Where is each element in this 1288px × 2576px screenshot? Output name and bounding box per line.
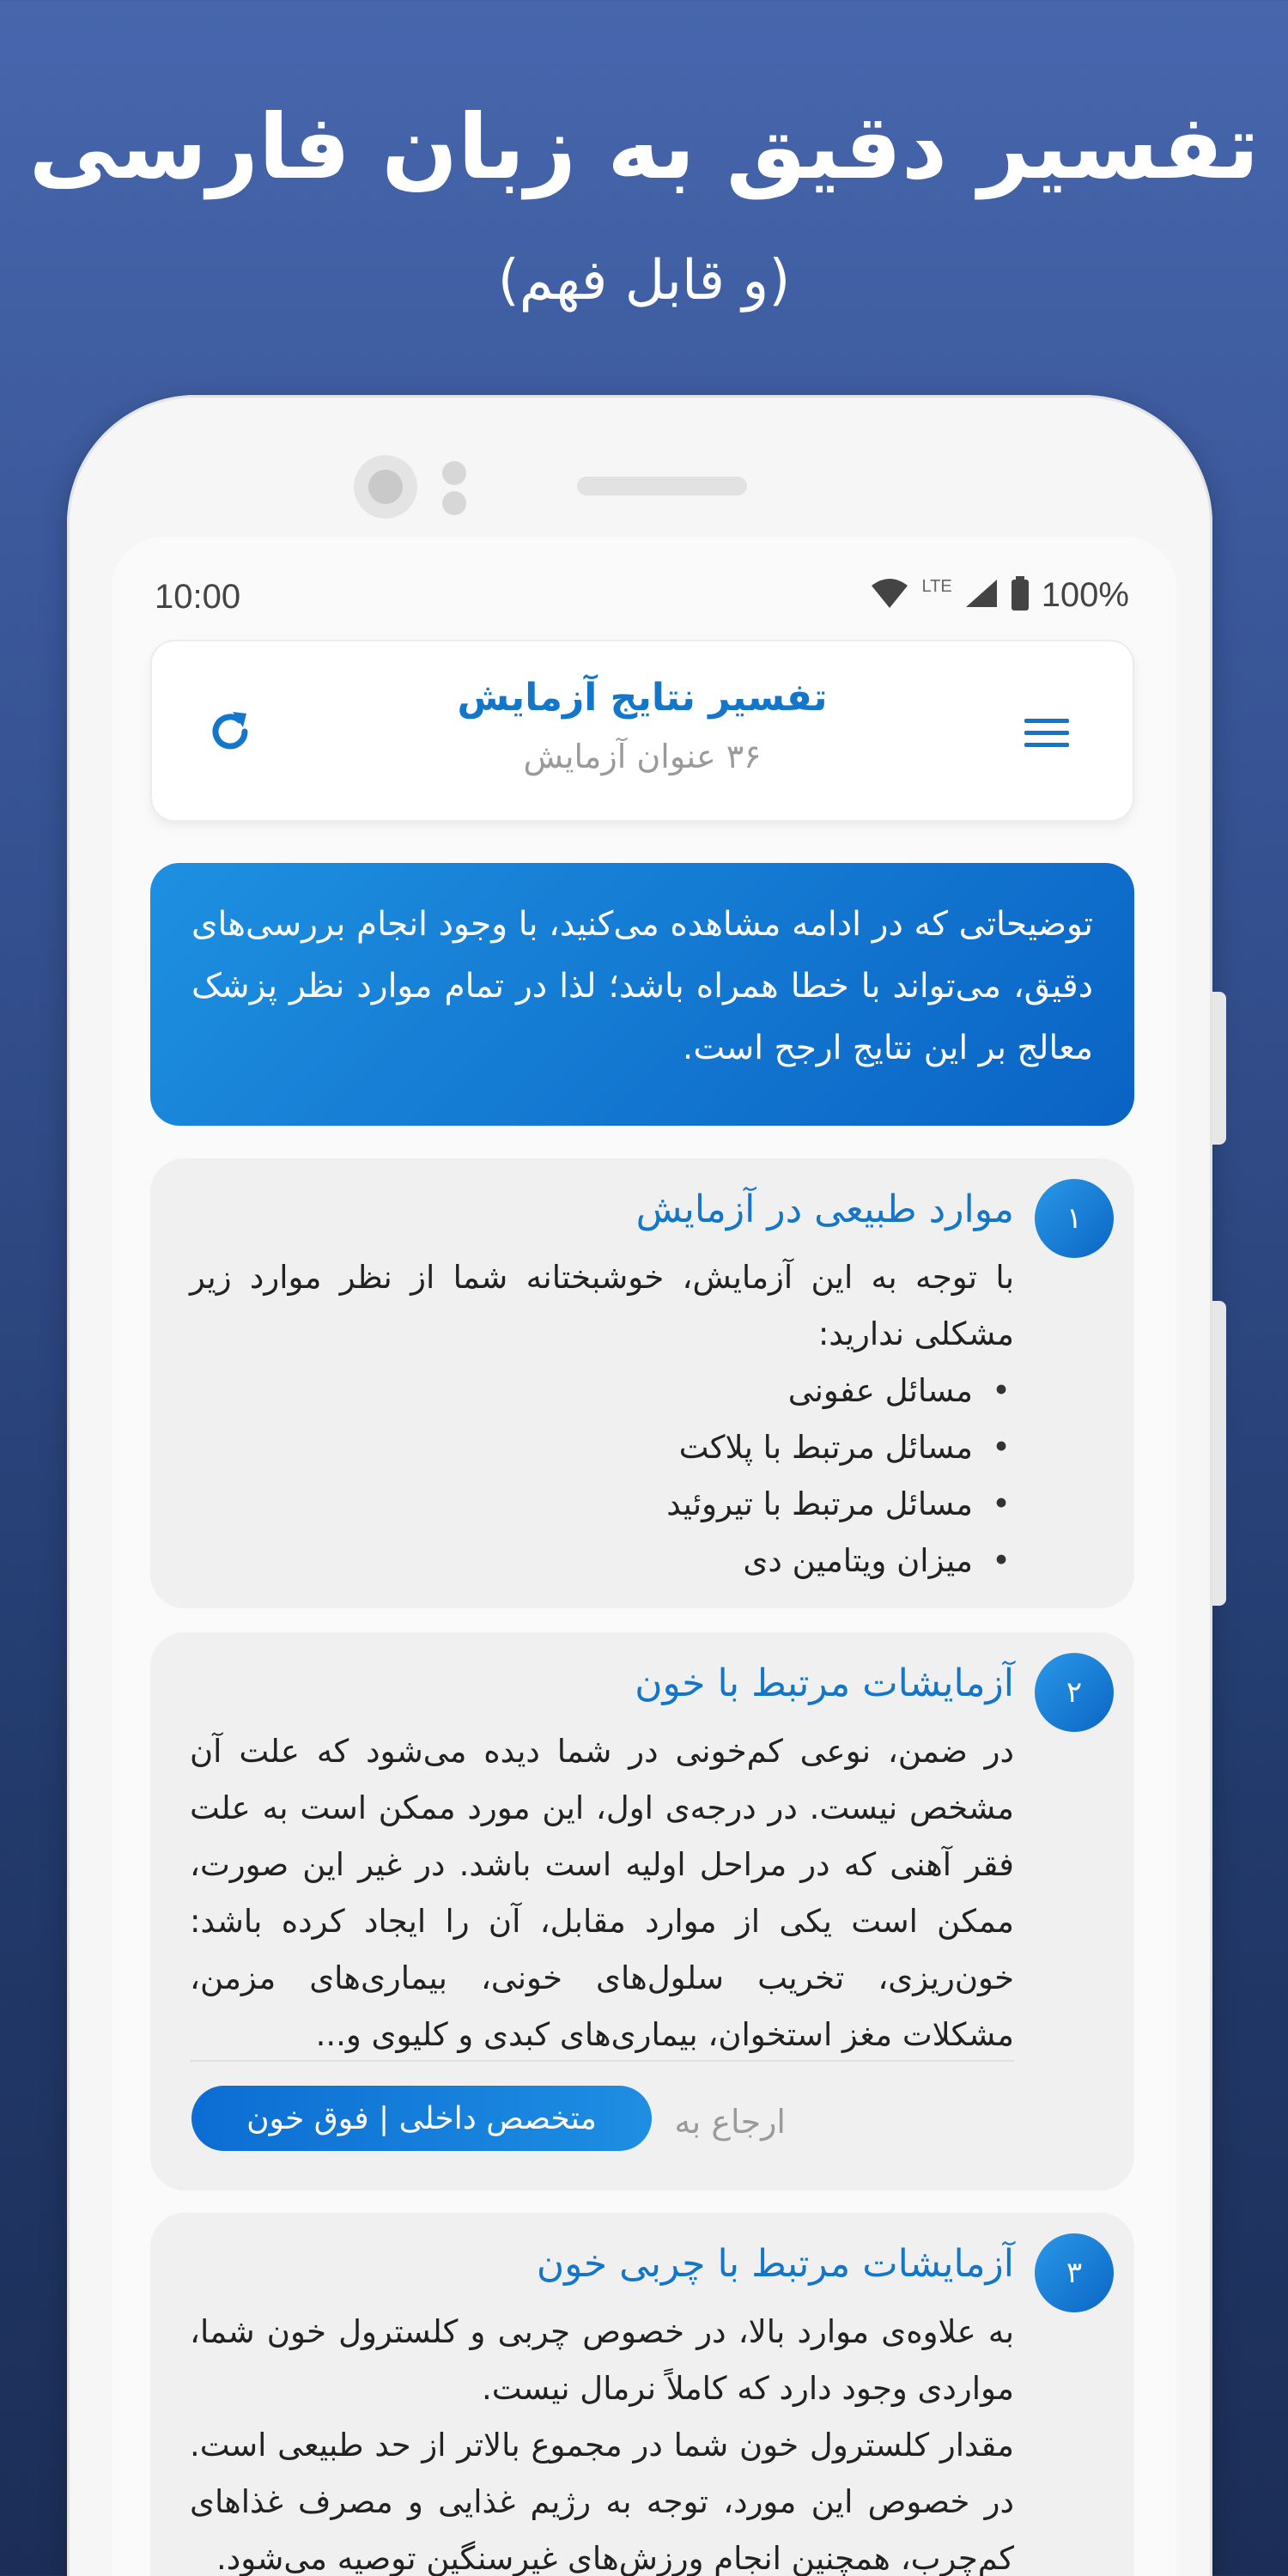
referral-label: ارجاع به [674,2103,786,2141]
network-type-label: LTE [921,577,952,596]
phone-side-button [1212,1301,1226,1606]
hamburger-menu-icon[interactable] [1021,707,1072,758]
status-icons [870,576,1129,615]
app-subtitle: ۳۶ عنوان آزمایش [523,738,762,775]
status-bar [112,561,1176,629]
refresh-icon[interactable] [204,705,257,758]
card-body [190,2304,1014,2576]
result-card[interactable] [150,1632,1134,2190]
hero-title: تفسیر دقیق به زبان فارسی [28,94,1260,199]
referral-specialist-chip[interactable]: متخصص داخلی | فوق خون [191,2086,652,2151]
phone-side-button [1212,992,1226,1145]
card-number-badge: ۲ [1035,1653,1114,1732]
card-intro: با توجه به این آزمایش، خوشبختانه شما از نظر موارد زیر مشکلی ندارید: [190,1259,1014,1352]
card-paragraph: مقدار کلسترول خون شما در مجموع بالاتر از حد طبیعی است. در خصوص این مورد، توجه به رژیم غذایی و مصرف غذاهای کم‌چرب، همچنین انجام ورزش‌های غیرسنگین توصیه می‌شود. [190,2427,1014,2576]
normal-items-list [190,1363,1014,1589]
hero-subtitle: (و قابل فهم) [497,249,791,313]
status-time: 10:00 [155,578,241,616]
card-title: موارد طبیعی در آزمایش [635,1188,1014,1231]
signal-icon [964,578,999,613]
list-item: • مسائل عفونی [190,1363,1014,1419]
result-card[interactable] [150,1158,1134,1608]
phone-screen [112,537,1176,2576]
list-item: • مسائل مرتبط با پلاکت [190,1419,1014,1476]
battery-percentage: 100% [1041,576,1129,614]
card-body [190,1249,1014,1589]
phone-sensor [442,491,466,515]
app-title: تفسیر نتایج آزمایش [457,676,828,720]
card-title: آزمایشات مرتبط با چربی خون [536,2242,1014,2286]
wifi-icon [870,577,909,614]
battery-icon [1011,576,1030,615]
card-body: در ضمن، نوعی کم‌خونی در شما دیده می‌شود که علت آن مشخص نیست. در درجه‌ی اول، این مورد ممکن است به علت فقر آهنی که در مراحل اولیه است باشد. در غیر این صورت، ممکن است یکی از موارد مقابل، آن را ایجاد کرده باشد: خون‌ریزی، تخریب سلول‌های خونی، بیماری‌های مزمن، مشکلات مغز استخوان، بیماری‌های کبدی و کلیوی و... [190,1733,1014,2053]
disclaimer-notice: توضیحاتی که در ادامه مشاهده می‌کنید، با وجود انجام بررسی‌های دقیق، می‌تواند با خطا همراه باشد؛ لذا در تمام موارد نظر پزشک معالج بر این نتایج ارجح است. [150,863,1134,1126]
list-item: • مسائل مرتبط با تیروئید [190,1476,1014,1533]
phone-sensor [442,461,466,485]
front-camera [354,455,417,519]
card-number-badge: ۱ [1035,1179,1114,1258]
card-paragraph: به علاوه‌ی موارد بالا، در خصوص چربی و کلسترول خون شما، مواردی وجود دارد که کاملاً نرمال نیست. [190,2313,1014,2407]
result-card[interactable] [150,2213,1134,2576]
app-bar [150,640,1134,822]
card-title: آزمایشات مرتبط با خون [635,1662,1014,1705]
phone-speaker [577,477,747,495]
card-divider [190,2060,1014,2062]
card-number-badge: ۳ [1035,2233,1114,2312]
list-item: • میزان ویتامین دی [190,1533,1014,1589]
